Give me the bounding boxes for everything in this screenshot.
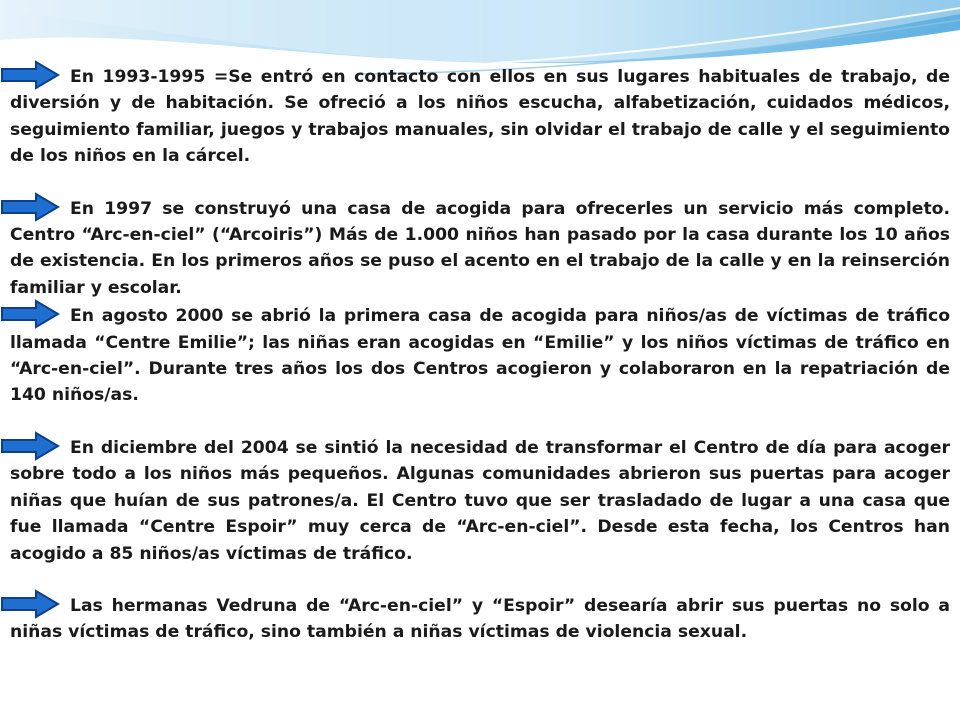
paragraph-2004 [10, 435, 950, 567]
paragraph-text: En diciembre del 2004 se sintió la necesidad de transformar el Centro de día para acoger sobre todo a los niños más pequeños. Algunas comunidades abrieron sus puertas para acoger niñas que huían de sus patrones/a. El Centro tuvo que ser trasladado de lugar a una casa que fue llamada “Centre Espoir” muy cerca de “Arc-en-ciel”. Desde esta fecha, los Centros han acogido a 85 niños/as víctimas de tráfico. [10, 437, 950, 564]
right-arrow-icon [0, 192, 60, 222]
paragraph-1997 [10, 196, 950, 302]
right-arrow-icon [0, 60, 60, 90]
paragraph-text: Las hermanas Vedruna de “Arc-en-ciel” y “Espoir” desearía abrir sus puertas no solo a niñas víctimas de tráfico, sino también a niñas víctimas de violencia sexual. [10, 595, 950, 643]
paragraph-text: En agosto 2000 se abrió la primera casa de acogida para niños/as de víctimas de tráfico llamada “Centre Emilie”; las niñas eran acogidas en “Emilie” y los niños víctimas de tráfico en “Arc-en-ciel”. Durante tres años los dos Centros acogieron y colaboraron en la repatriación de 140 niños/as. [10, 306, 950, 406]
paragraph-2000 [10, 303, 950, 409]
paragraph-vedruna [10, 593, 950, 646]
paragraph-1993 [10, 64, 950, 170]
right-arrow-icon [0, 589, 60, 619]
right-arrow-icon [0, 431, 60, 461]
paragraph-text: En 1997 se construyó una casa de acogida para ofrecerles un servicio más completo. Centro “Arc-en-ciel” (“Arcoiris”) Más de 1.000 niños han pasado por la casa durante los 10 años de existencia. En los primeros años se puso el acento en el trabajo de la calle y en la reinserción familiar y escolar. [10, 198, 950, 298]
slide-body [10, 64, 950, 646]
paragraph-text: En 1993-1995 =Se entró en contacto con ellos en sus lugares habituales de trabajo, de diversión y de habitación. Se ofreció a los niños escucha, alfabetización, cuidados médicos, seguimiento familiar, juegos y trabajos manuales, sin olvidar el trabajo de calle y el seguimiento de los niños en la cárcel. [10, 67, 950, 167]
right-arrow-icon [0, 299, 60, 329]
